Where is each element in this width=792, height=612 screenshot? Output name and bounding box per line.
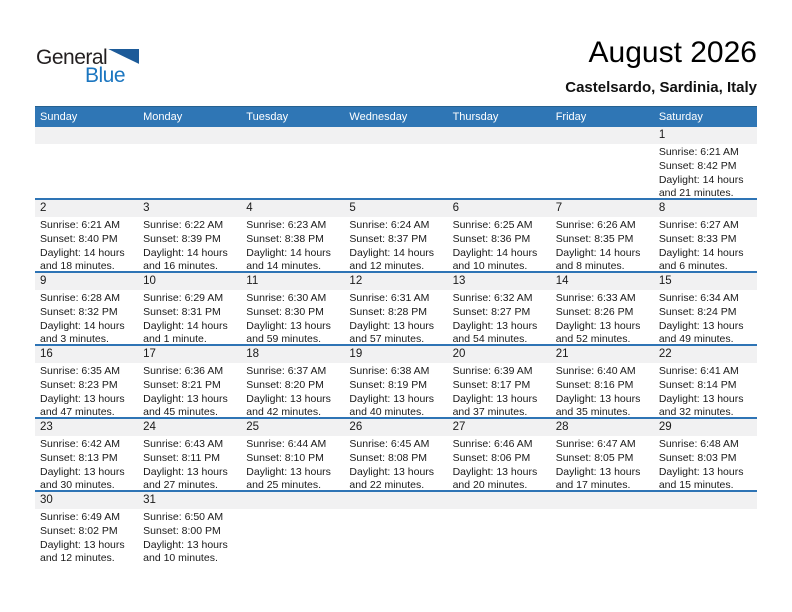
cell-line: and 22 minutes.: [349, 479, 425, 490]
cell-line: and 12 minutes.: [349, 260, 425, 271]
weekday-header: Monday: [143, 111, 183, 123]
cell-line: Sunset: 8:32 PM: [40, 305, 118, 318]
cell-line: Sunset: 8:36 PM: [452, 232, 531, 245]
cell-line: Sunset: 8:42 PM: [658, 159, 737, 172]
week-row: [35, 273, 757, 346]
location-subtitle: Castelsardo, Sardinia, Italy: [565, 79, 757, 96]
cell-line: Daylight: 13 hours: [40, 465, 125, 478]
cell-line: Sunset: 8:28 PM: [349, 305, 428, 318]
day-number: 24: [138, 419, 241, 436]
cell-line: Sunset: 8:16 PM: [555, 378, 634, 391]
calendar-cell: [241, 273, 344, 344]
cell-line: Daylight: 14 hours: [658, 173, 744, 186]
cell-line: and 10 minutes.: [143, 552, 218, 565]
cell-line: Daylight: 13 hours: [658, 319, 744, 332]
cell-line: Sunset: 8:35 PM: [555, 232, 634, 245]
cell-line: Daylight: 13 hours: [555, 465, 641, 478]
cell-line: Daylight: 13 hours: [452, 319, 538, 332]
cell-line: Sunrise: 6:26 AM: [555, 219, 636, 231]
day-info: [448, 363, 551, 417]
cell-line: Sunset: 8:39 PM: [143, 232, 221, 245]
day-info: [35, 363, 138, 417]
cell-line: Daylight: 13 hours: [555, 319, 641, 332]
cell-line: and 52 minutes.: [555, 333, 631, 344]
cell-line: Daylight: 14 hours: [40, 246, 125, 259]
calendar-cell: [654, 127, 757, 198]
cell-line: Daylight: 13 hours: [555, 392, 641, 405]
calendar-cell-empty: [551, 127, 654, 198]
cell-line: Sunset: 8:00 PM: [143, 524, 221, 537]
cell-line: and 57 minutes.: [349, 333, 425, 344]
cell-line: Sunset: 8:37 PM: [349, 232, 428, 245]
day-info: [654, 290, 757, 344]
day-info: [138, 217, 241, 271]
week-row: [35, 419, 757, 492]
cell-line: Sunset: 8:08 PM: [349, 451, 428, 464]
calendar-cell: [138, 419, 241, 490]
calendar-cell: [448, 273, 551, 344]
cell-line: Sunset: 8:21 PM: [143, 378, 221, 391]
calendar-cell: [344, 346, 447, 417]
calendar-cell-empty: [35, 127, 138, 198]
cell-line: Daylight: 13 hours: [246, 465, 331, 478]
calendar-cell-empty: [241, 492, 344, 565]
day-info: [654, 217, 757, 271]
cell-line: Sunrise: 6:30 AM: [246, 292, 327, 304]
cell-line: and 20 minutes.: [452, 479, 528, 490]
cell-line: Sunrise: 6:46 AM: [452, 438, 533, 450]
day-number: 16: [35, 346, 138, 363]
cell-line: Sunrise: 6:44 AM: [246, 438, 327, 450]
cell-line: Sunrise: 6:47 AM: [555, 438, 636, 450]
cell-line: Daylight: 13 hours: [143, 392, 228, 405]
day-info: [344, 217, 447, 271]
cell-line: and 3 minutes.: [40, 333, 109, 344]
day-number: 18: [241, 346, 344, 363]
cell-line: Sunrise: 6:43 AM: [143, 438, 224, 450]
cell-line: Sunset: 8:13 PM: [40, 451, 118, 464]
day-number: [551, 127, 654, 144]
cell-line: Daylight: 13 hours: [658, 465, 744, 478]
day-number: 30: [35, 492, 138, 509]
cell-line: Sunset: 8:10 PM: [246, 451, 324, 464]
cell-line: Daylight: 13 hours: [40, 392, 125, 405]
cell-line: Daylight: 13 hours: [143, 465, 228, 478]
logo-general-text: General: [36, 46, 108, 69]
month-title: August 2026: [588, 36, 757, 69]
cell-line: Sunrise: 6:34 AM: [658, 292, 739, 304]
day-number: 13: [448, 273, 551, 290]
cell-line: Sunrise: 6:23 AM: [246, 219, 327, 231]
day-info: [138, 290, 241, 344]
cell-line: Sunset: 8:27 PM: [452, 305, 531, 318]
cell-line: and 59 minutes.: [246, 333, 321, 344]
cell-line: and 14 minutes.: [246, 260, 321, 271]
cell-line: Sunrise: 6:36 AM: [143, 365, 224, 377]
cell-line: Daylight: 14 hours: [452, 246, 538, 259]
cell-line: Sunset: 8:30 PM: [246, 305, 324, 318]
calendar-cell: [35, 492, 138, 565]
cell-line: and 35 minutes.: [555, 406, 631, 417]
cell-line: Daylight: 13 hours: [40, 538, 125, 551]
week-row: [35, 492, 757, 565]
calendar-cell: [448, 200, 551, 271]
cell-line: and 49 minutes.: [658, 333, 734, 344]
cell-line: Sunrise: 6:38 AM: [349, 365, 430, 377]
day-info: [138, 363, 241, 417]
day-info: [35, 217, 138, 271]
day-info: [241, 144, 344, 146]
calendar-table: [35, 106, 757, 565]
cell-line: Sunset: 8:03 PM: [658, 451, 737, 464]
cell-line: Daylight: 13 hours: [349, 465, 435, 478]
cell-line: and 30 minutes.: [40, 479, 115, 490]
day-info: [35, 290, 138, 344]
cell-line: Daylight: 13 hours: [452, 465, 538, 478]
cell-line: Daylight: 14 hours: [143, 246, 228, 259]
cell-line: Sunrise: 6:37 AM: [246, 365, 327, 377]
day-info: [138, 436, 241, 490]
day-info: [551, 509, 654, 511]
calendar-cell: [448, 346, 551, 417]
day-number: 21: [551, 346, 654, 363]
day-info: [448, 290, 551, 344]
calendar-cell: [448, 419, 551, 490]
day-number: 5: [344, 200, 447, 217]
cell-line: Sunset: 8:26 PM: [555, 305, 634, 318]
day-info: [241, 436, 344, 490]
day-info: [654, 144, 757, 198]
calendar-cell: [551, 200, 654, 271]
cell-line: Sunrise: 6:21 AM: [40, 219, 120, 231]
cell-line: Sunset: 8:33 PM: [658, 232, 737, 245]
day-number: 10: [138, 273, 241, 290]
calendar-cell: [654, 419, 757, 490]
day-number: 12: [344, 273, 447, 290]
calendar-cell-empty: [448, 127, 551, 198]
day-info: [35, 509, 138, 565]
day-number: 23: [35, 419, 138, 436]
cell-line: and 12 minutes.: [40, 552, 115, 565]
cell-line: Sunset: 8:02 PM: [40, 524, 118, 537]
cell-line: Sunset: 8:20 PM: [246, 378, 324, 391]
day-number: 20: [448, 346, 551, 363]
cell-line: Daylight: 14 hours: [143, 319, 228, 332]
day-info: [344, 509, 447, 511]
day-info: [138, 509, 241, 565]
cell-line: and 40 minutes.: [349, 406, 425, 417]
cell-line: Sunrise: 6:48 AM: [658, 438, 739, 450]
day-number: 8: [654, 200, 757, 217]
cell-line: Sunset: 8:40 PM: [40, 232, 118, 245]
day-info: [344, 363, 447, 417]
calendar-cell-empty: [241, 127, 344, 198]
calendar-cell: [35, 200, 138, 271]
day-info: [654, 363, 757, 417]
day-info: [344, 290, 447, 344]
cell-line: and 10 minutes.: [452, 260, 528, 271]
calendar-cell: [551, 346, 654, 417]
cell-line: Daylight: 13 hours: [246, 319, 331, 332]
cell-line: and 45 minutes.: [143, 406, 218, 417]
day-number: [448, 127, 551, 144]
cell-line: Daylight: 14 hours: [555, 246, 641, 259]
day-number: [344, 492, 447, 509]
cell-line: Daylight: 13 hours: [246, 392, 331, 405]
cell-line: and 16 minutes.: [143, 260, 218, 271]
day-info: [551, 144, 654, 146]
cell-line: Sunrise: 6:25 AM: [452, 219, 533, 231]
cell-line: Sunrise: 6:32 AM: [452, 292, 533, 304]
cell-line: Sunrise: 6:35 AM: [40, 365, 120, 377]
day-number: 9: [35, 273, 138, 290]
day-info: [551, 290, 654, 344]
cell-line: and 18 minutes.: [40, 260, 115, 271]
day-info: [344, 436, 447, 490]
day-number: [35, 127, 138, 144]
cell-line: Sunset: 8:24 PM: [658, 305, 737, 318]
cell-line: Sunrise: 6:28 AM: [40, 292, 120, 304]
day-number: 4: [241, 200, 344, 217]
day-info: [241, 363, 344, 417]
cell-line: and 27 minutes.: [143, 479, 218, 490]
day-number: 11: [241, 273, 344, 290]
day-number: 17: [138, 346, 241, 363]
cell-line: Sunrise: 6:42 AM: [40, 438, 120, 450]
day-info: [551, 217, 654, 271]
cell-line: Sunset: 8:06 PM: [452, 451, 531, 464]
cell-line: Daylight: 13 hours: [143, 538, 228, 551]
weekday-header: Friday: [555, 111, 587, 123]
day-info: [654, 436, 757, 490]
day-info: [35, 144, 138, 146]
day-number: 1: [654, 127, 757, 144]
calendar-cell: [138, 346, 241, 417]
cell-line: Sunset: 8:14 PM: [658, 378, 737, 391]
day-number: 3: [138, 200, 241, 217]
day-number: 15: [654, 273, 757, 290]
weeks-container: [35, 127, 757, 565]
calendar-cell: [138, 200, 241, 271]
cell-line: Sunrise: 6:31 AM: [349, 292, 430, 304]
day-number: [448, 492, 551, 509]
day-info: [654, 509, 757, 511]
cell-line: Sunrise: 6:40 AM: [555, 365, 636, 377]
calendar-cell: [35, 273, 138, 344]
logo-triangle-icon: [108, 49, 139, 64]
day-number: [241, 127, 344, 144]
cell-line: Sunrise: 6:24 AM: [349, 219, 430, 231]
calendar-cell-empty: [344, 127, 447, 198]
day-number: 2: [35, 200, 138, 217]
cell-line: Daylight: 14 hours: [246, 246, 331, 259]
weekday-header: Sunday: [40, 111, 78, 123]
cell-line: Daylight: 13 hours: [349, 392, 435, 405]
calendar-cell: [654, 273, 757, 344]
day-info: [344, 144, 447, 146]
day-number: [551, 492, 654, 509]
cell-line: Daylight: 14 hours: [658, 246, 744, 259]
calendar-cell-empty: [448, 492, 551, 565]
calendar-cell-empty: [551, 492, 654, 565]
cell-line: Sunrise: 6:33 AM: [555, 292, 636, 304]
calendar-cell: [35, 419, 138, 490]
day-info: [448, 509, 551, 511]
calendar-cell-empty: [654, 492, 757, 565]
weekday-header: Wednesday: [349, 111, 408, 123]
day-number: 6: [448, 200, 551, 217]
cell-line: Daylight: 14 hours: [40, 319, 125, 332]
calendar-cell: [654, 346, 757, 417]
day-info: [35, 436, 138, 490]
cell-line: Daylight: 13 hours: [658, 392, 744, 405]
cell-line: and 15 minutes.: [658, 479, 734, 490]
day-info: [551, 363, 654, 417]
week-row: [35, 127, 757, 200]
cell-line: Sunrise: 6:50 AM: [143, 511, 224, 523]
day-info: [448, 436, 551, 490]
calendar-cell: [344, 273, 447, 344]
calendar-cell: [551, 419, 654, 490]
cell-line: Sunrise: 6:45 AM: [349, 438, 430, 450]
day-number: 28: [551, 419, 654, 436]
cell-line: Sunset: 8:05 PM: [555, 451, 634, 464]
cell-line: and 17 minutes.: [555, 479, 631, 490]
cell-line: Sunrise: 6:29 AM: [143, 292, 224, 304]
weekday-header: Thursday: [452, 111, 499, 123]
day-info: [241, 217, 344, 271]
cell-line: Sunrise: 6:27 AM: [658, 219, 739, 231]
day-info: [241, 290, 344, 344]
cell-line: Sunset: 8:38 PM: [246, 232, 324, 245]
day-info: [241, 509, 344, 511]
cell-line: Sunrise: 6:49 AM: [40, 511, 120, 523]
day-info: [448, 144, 551, 146]
day-number: 22: [654, 346, 757, 363]
day-number: [344, 127, 447, 144]
calendar-cell: [138, 273, 241, 344]
general-blue-logo: [36, 47, 156, 86]
cell-line: Daylight: 14 hours: [349, 246, 435, 259]
cell-line: Daylight: 13 hours: [452, 392, 538, 405]
day-number: [241, 492, 344, 509]
week-row: [35, 200, 757, 273]
cell-line: and 42 minutes.: [246, 406, 321, 417]
cell-line: Daylight: 13 hours: [349, 319, 435, 332]
cell-line: and 6 minutes.: [658, 260, 728, 271]
cell-line: and 21 minutes.: [658, 187, 734, 198]
calendar-cell: [344, 419, 447, 490]
cell-line: Sunrise: 6:39 AM: [452, 365, 533, 377]
cell-line: and 1 minute.: [143, 333, 207, 344]
cell-line: Sunset: 8:11 PM: [143, 451, 220, 464]
day-number: 29: [654, 419, 757, 436]
cell-line: Sunset: 8:31 PM: [143, 305, 221, 318]
calendar-cell: [344, 200, 447, 271]
day-number: 27: [448, 419, 551, 436]
day-number: 19: [344, 346, 447, 363]
cell-line: and 37 minutes.: [452, 406, 528, 417]
weekday-header: Tuesday: [246, 111, 289, 123]
cell-line: Sunrise: 6:22 AM: [143, 219, 224, 231]
day-number: 14: [551, 273, 654, 290]
cell-line: Sunrise: 6:41 AM: [658, 365, 739, 377]
weekday-header: Saturday: [658, 111, 703, 123]
calendar-cell: [551, 273, 654, 344]
calendar-cell-empty: [138, 127, 241, 198]
day-info: [448, 217, 551, 271]
calendar-cell: [241, 346, 344, 417]
cell-line: Sunset: 8:17 PM: [452, 378, 531, 391]
cell-line: Sunrise: 6:21 AM: [658, 146, 739, 158]
cell-line: and 8 minutes.: [555, 260, 625, 271]
cell-line: and 54 minutes.: [452, 333, 528, 344]
day-number: 26: [344, 419, 447, 436]
week-row: [35, 346, 757, 419]
calendar-cell: [654, 200, 757, 271]
day-number: [654, 492, 757, 509]
cell-line: Sunset: 8:23 PM: [40, 378, 118, 391]
cell-line: Sunset: 8:19 PM: [349, 378, 428, 391]
cell-line: and 25 minutes.: [246, 479, 321, 490]
cell-line: and 47 minutes.: [40, 406, 115, 417]
day-number: 25: [241, 419, 344, 436]
cell-line: and 32 minutes.: [658, 406, 734, 417]
day-info: [551, 436, 654, 490]
calendar-cell: [241, 200, 344, 271]
calendar-cell: [35, 346, 138, 417]
day-number: [138, 127, 241, 144]
day-number: 7: [551, 200, 654, 217]
calendar-cell-empty: [344, 492, 447, 565]
day-number: 31: [138, 492, 241, 509]
day-info: [138, 144, 241, 146]
logo-blue-text: Blue: [85, 64, 126, 87]
weekday-header-row: [35, 106, 757, 127]
calendar-cell: [138, 492, 241, 565]
calendar-cell: [241, 419, 344, 490]
